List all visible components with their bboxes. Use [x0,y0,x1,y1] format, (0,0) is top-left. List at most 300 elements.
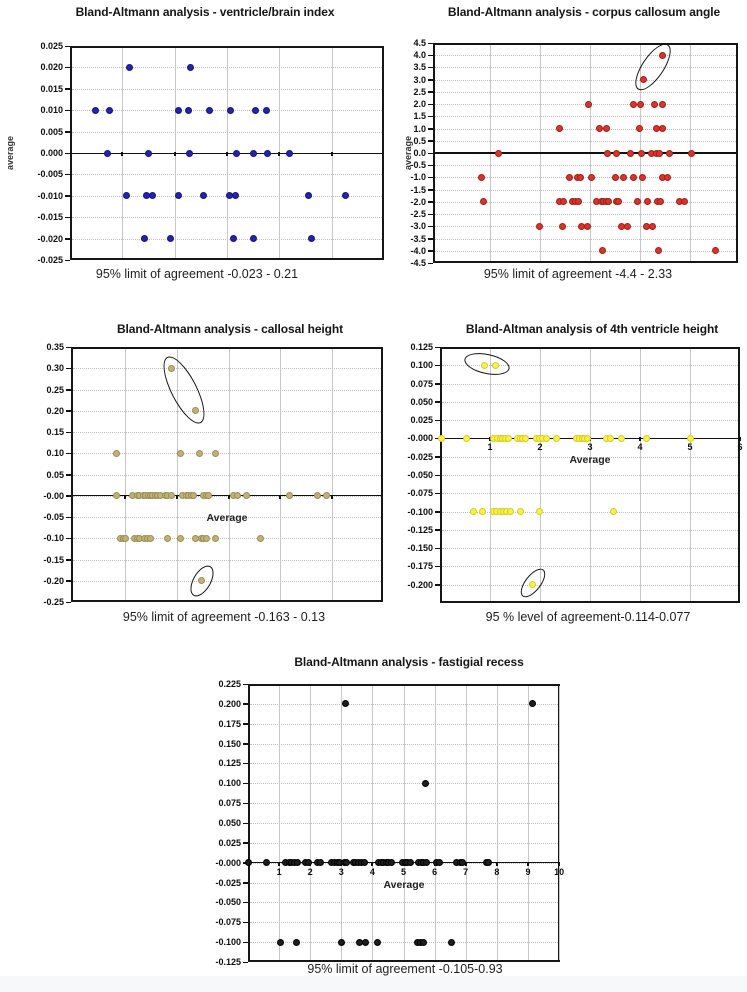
y-tick-mark [65,195,70,197]
data-point [536,223,543,230]
gridline-horizontal [442,384,738,385]
y-tick-label: 0.025 [218,837,241,848]
y-tick-mark [435,456,440,458]
y-tick-label: 0.15 [46,427,64,437]
x-axis-tick [739,437,741,441]
y-tick-mark [243,922,248,924]
y-tick-mark [428,116,433,118]
y-tick-mark [65,131,70,133]
chart-caption: 95% limit of agreement -0.023 - 0.21 [95,267,299,281]
data-point [177,450,184,457]
x-tick-label: 7 [463,866,469,877]
gridline-horizontal [73,560,381,561]
data-point [495,150,502,157]
y-tick-label: -0.125 [215,957,241,967]
y-tick-label: -0.25 [43,597,64,607]
gridline-horizontal [250,704,558,705]
y-tick-label: -2.5 [410,209,426,220]
y-tick-label: 0.05 [46,469,64,480]
data-point [305,192,312,199]
gridline-horizontal [442,530,738,531]
y-tick-label: 0.025 [410,415,433,426]
y-tick-mark [435,493,440,495]
y-tick-mark [243,723,248,725]
data-point [338,939,345,946]
data-point [543,435,550,442]
data-point [177,535,184,542]
y-tick-label: 0.010 [40,105,63,116]
y-tick-label: 0.125 [218,758,241,769]
y-tick-mark [435,511,440,513]
x-tick-label: 6 [737,442,743,453]
x-tick-label: 2 [307,866,313,877]
y-tick-label: 0.5 [413,135,426,146]
x-axis-tick [331,152,333,156]
y-tick-mark [428,165,433,167]
y-tick-mark [243,842,248,844]
gridline-horizontal [435,92,736,93]
data-point [585,101,592,108]
data-point [420,939,427,946]
y-tick-mark [65,260,70,262]
data-point [618,435,625,442]
y-tick-label: -0.025 [37,255,63,265]
chart-title: Bland-Altmann analysis - ventricle/brain index [75,5,335,19]
gridline-horizontal [435,129,736,130]
data-point [560,198,567,205]
y-tick-mark [66,559,71,561]
data-point [212,450,219,457]
y-tick-mark [243,783,248,785]
gridline-horizontal [250,823,558,824]
y-tick-label: -0.5 [410,160,426,171]
data-point [480,198,487,205]
x-axis-tick [527,862,529,866]
data-point [584,435,591,442]
y-tick-mark [435,347,440,349]
y-tick-mark [428,238,433,240]
gridline-horizontal [250,902,558,903]
y-tick-mark [243,902,248,904]
gridline-horizontal [435,67,736,68]
data-point [638,150,645,157]
y-tick-mark [243,803,248,805]
gridline-horizontal [442,475,738,476]
data-point [522,435,529,442]
y-tick-label: -0.20 [43,575,64,586]
data-point [277,939,284,946]
data-point [666,150,673,157]
y-tick-label: -1.5 [410,184,426,195]
x-tick-label: 1 [276,866,282,877]
y-tick-label: 0.020 [40,62,63,73]
y-tick-label: -0.020 [37,233,63,244]
data-point [196,450,203,457]
y-tick-mark [435,401,440,403]
data-point [175,107,182,114]
data-point [243,492,250,499]
y-tick-label: 3.0 [413,74,426,85]
y-tick-label: 0.175 [218,718,241,729]
data-point [620,174,627,181]
data-point [317,859,324,866]
x-axis-tick [496,862,498,866]
y-tick-label: -3.0 [410,221,426,232]
data-point [264,150,271,157]
data-point [607,435,614,442]
y-tick-mark [243,743,248,745]
y-tick-mark [66,389,71,391]
x-tick-label: 9 [525,866,531,877]
data-point [605,198,612,205]
data-point [374,939,381,946]
gridline-horizontal [442,512,738,513]
data-point [448,939,455,946]
x-axis-label: Average [569,454,611,467]
gridline-horizontal [72,239,382,240]
data-point [212,535,219,542]
y-tick-label: 0.25 [46,384,64,395]
x-axis-tick [174,152,176,156]
y-tick-label: 0.005 [40,126,63,137]
x-tick-label: 5 [400,866,407,877]
y-tick-mark [428,189,433,191]
y-tick-label: -4.5 [410,258,426,268]
y-tick-mark [428,67,433,69]
chart-caption: 95 % level of agreement-0.114-0.077 [485,610,691,624]
x-tick-label: 3 [587,442,593,453]
data-point [630,174,637,181]
data-point [656,150,663,157]
data-point [657,198,664,205]
chart-title: Bland-Altmann analysis - corpus callosum angle [447,5,721,19]
data-point [227,107,234,114]
data-point [257,535,264,542]
data-point [286,492,293,499]
gridline-horizontal [435,55,736,56]
y-tick-label: -0.150 [407,543,433,554]
y-tick-label: -1.0 [410,172,426,183]
chart-title: Bland-Altmann analysis - fastigial recess [294,655,524,669]
data-point [293,939,300,946]
y-tick-mark [66,474,71,476]
x-tick-label: 4 [369,866,375,877]
data-point [687,435,694,442]
x-axis-tick [124,495,126,499]
data-point [92,107,99,114]
y-tick-mark [65,67,70,69]
gridline-horizontal [442,548,738,549]
y-tick-mark [435,383,440,385]
chart-caption: 95% limit of agreement -4.4 - 2.33 [483,267,673,281]
data-point [588,174,595,181]
data-point [147,535,154,542]
data-point [314,492,321,499]
gridline-horizontal [72,217,382,218]
y-tick-mark [428,104,433,106]
y-tick-label: 0.10 [46,448,64,459]
data-point [106,107,113,114]
gridline-horizontal [250,724,558,725]
y-tick-label: -0.175 [407,561,433,572]
y-tick-mark [243,763,248,765]
gridline-horizontal [435,190,736,191]
chart-title: Bland-Altman analysis of 4th ventricle height [465,322,719,336]
x-tick-label: 4 [637,442,643,453]
data-point [584,223,591,230]
gridline-horizontal [435,165,736,166]
x-tick-label: 6 [432,866,438,877]
data-point [185,107,192,114]
y-tick-mark [428,214,433,216]
x-axis-label: Average [206,511,248,524]
data-point [263,107,270,114]
y-tick-label: -0.015 [37,212,63,223]
y-tick-label: -0.050 [407,470,433,480]
x-axis-tick [278,152,280,156]
gridline-horizontal [250,744,558,745]
data-point [615,198,622,205]
y-tick-mark [65,88,70,90]
x-axis-tick [331,495,333,499]
y-tick-label: 0.125 [410,342,433,352]
y-tick-label: 4.0 [413,50,426,61]
y-tick-mark [435,365,440,367]
y-tick-mark [435,529,440,531]
y-tick-mark [66,368,71,370]
y-tick-label: 0.025 [40,41,63,51]
y-tick-mark [65,174,70,176]
data-point [575,198,582,205]
y-tick-mark [435,475,440,477]
y-tick-label: 0.000 [40,148,63,158]
y-tick-mark [65,238,70,240]
data-point [553,435,560,442]
y-tick-mark [428,153,433,155]
gridline-horizontal [72,132,382,133]
data-point [630,101,637,108]
y-tick-label: 0.225 [218,679,241,689]
data-point [599,247,606,254]
data-point [206,107,213,114]
y-tick-mark [243,823,248,825]
data-point [613,150,620,157]
gridline-horizontal [250,922,558,923]
gridline-horizontal [442,402,738,403]
data-point [643,435,650,442]
y-tick-label: 3.5 [413,62,426,73]
y-tick-mark [66,517,71,519]
data-point [113,450,120,457]
y-tick-label: -2.0 [410,196,426,207]
data-point [712,247,719,254]
gridline-horizontal [435,251,736,252]
y-tick-label: -0.05 [43,512,64,522]
data-point [263,859,270,866]
data-point [245,859,252,866]
data-point [507,508,514,515]
gridline-horizontal [250,783,558,784]
y-tick-mark [65,110,70,112]
data-point [250,150,257,157]
data-point [422,780,429,787]
x-axis-tick [639,437,641,441]
data-point [659,101,666,108]
gridline-horizontal [435,80,736,81]
y-tick-label: 4.5 [413,38,426,48]
page-bottom-band [0,976,747,992]
x-axis-tick [558,862,560,866]
gridline-horizontal [442,585,738,586]
y-tick-mark [66,580,71,582]
gridline-horizontal [72,67,382,68]
y-tick-label: -0.125 [407,524,433,535]
y-tick-mark [66,602,71,604]
y-tick-mark [66,347,71,349]
data-point [123,192,130,199]
gridline-horizontal [435,239,736,240]
data-point [361,859,368,866]
data-point [294,859,301,866]
y-tick-mark [428,128,433,130]
data-point [639,174,646,181]
y-tick-label: -0.00 [43,490,64,501]
data-point [649,223,656,230]
y-tick-mark [243,962,248,964]
y-tick-label: -0.15 [43,554,64,565]
y-tick-label: 0.015 [40,83,63,94]
y-tick-mark [243,703,248,705]
y-tick-label: -0.000 [215,857,241,868]
y-tick-mark [428,263,433,265]
chart-caption: 95% limit of agreement -0.105-0.93 [307,962,503,976]
data-point [126,64,133,71]
x-tick-label: 2 [537,442,543,453]
data-point [566,174,573,181]
gridline-horizontal [250,843,558,844]
y-tick-mark [66,495,71,497]
gridline-horizontal [73,390,381,391]
y-tick-label: -3.5 [410,233,426,244]
data-point [612,174,619,181]
y-tick-mark [435,548,440,550]
y-tick-label: -0.100 [407,506,433,517]
y-tick-label: -0.075 [215,917,241,928]
data-point [230,235,237,242]
y-tick-label: 2.0 [413,99,426,110]
x-tick-label: 1 [487,442,493,453]
y-tick-mark [66,432,71,434]
data-point [463,435,470,442]
gridline-horizontal [73,581,381,582]
gridline-horizontal [73,368,381,369]
data-point [342,700,349,707]
data-point [634,198,641,205]
data-point [362,939,369,946]
y-tick-label: -0.050 [215,897,241,908]
data-point [651,101,658,108]
data-point [286,150,293,157]
x-tick-label: 8 [494,866,500,877]
y-tick-mark [243,942,248,944]
gridline-horizontal [250,763,558,764]
y-tick-label: -4.0 [410,245,426,256]
x-axis-tick [121,152,123,156]
gridline-horizontal [73,432,381,433]
y-tick-label: -0.000 [407,433,433,444]
gridline-vertical [559,686,560,960]
data-point [644,198,651,205]
data-point [186,150,193,157]
y-tick-label: 0.0 [413,148,426,158]
y-tick-label: 0.150 [218,738,241,749]
y-tick-mark [435,566,440,568]
data-point [627,150,634,157]
gridline-horizontal [250,803,558,804]
y-tick-mark [428,226,433,228]
y-axis-label: average [5,135,15,171]
y-tick-mark [428,55,433,57]
y-tick-label: -0.075 [407,488,433,499]
data-point [145,150,152,157]
x-axis-tick [371,862,373,866]
y-tick-label: 0.075 [410,378,433,389]
data-point [252,107,259,114]
x-axis-tick [176,495,178,499]
data-point [436,859,443,866]
data-point [113,492,120,499]
data-point [637,101,644,108]
data-point [104,150,111,157]
data-point [559,223,566,230]
y-tick-label: -0.025 [407,451,433,462]
y-tick-mark [65,217,70,219]
y-tick-label: -0.010 [37,190,63,201]
y-tick-mark [428,79,433,81]
gridline-horizontal [72,89,382,90]
data-point [141,235,148,242]
data-point [438,435,445,442]
y-tick-label: 0.35 [46,342,64,352]
y-tick-label: -0.025 [215,877,241,888]
y-tick-label: -0.100 [215,937,241,948]
y-tick-label: 1.0 [413,123,426,134]
y-axis-label: average [403,135,413,171]
gridline-horizontal [442,493,738,494]
y-tick-label: 0.30 [46,363,64,374]
data-point [517,508,524,515]
data-point [168,492,175,499]
data-point [681,198,688,205]
y-tick-mark [428,250,433,252]
y-tick-mark [435,584,440,586]
y-tick-mark [65,46,70,48]
data-point [624,223,631,230]
y-tick-mark [428,177,433,179]
gridline-horizontal [72,174,382,175]
gridline-horizontal [435,141,736,142]
gridline-horizontal [73,411,381,412]
chart-caption: 95% limit of agreement -0.163 - 0.13 [122,610,326,624]
y-tick-mark [66,538,71,540]
gridline-horizontal [435,214,736,215]
y-tick-mark [243,684,248,686]
y-tick-label: 0.075 [218,798,241,809]
y-tick-label: 1.5 [413,111,426,122]
y-tick-label: -0.10 [43,533,64,544]
y-tick-label: 0.050 [410,396,433,407]
y-tick-mark [243,882,248,884]
